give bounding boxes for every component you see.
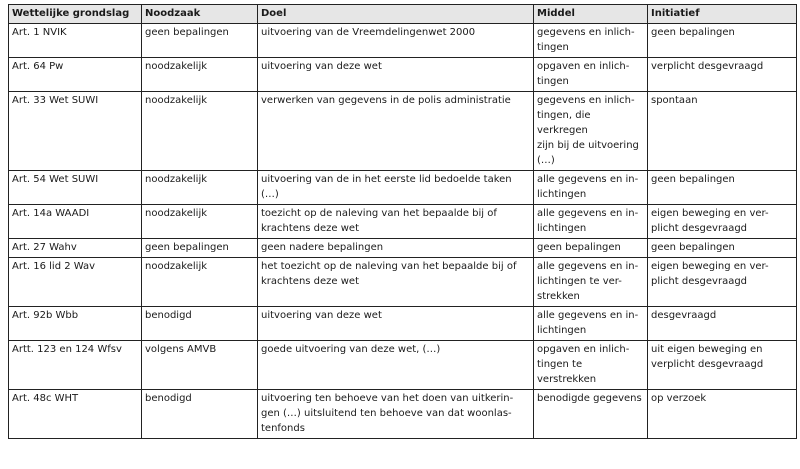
table-cell-wettelijke-grondslag: Art. 64 Pw [9,58,142,92]
header-cell-doel: Doel [258,5,534,24]
table-cell-doel: toezicht op de naleving van het bepaalde bij of krachtens deze wet [258,205,534,239]
table-cell-doel: uitvoering van deze wet [258,58,534,92]
table-cell-initiatief: verplicht desgevraagd [648,58,797,92]
table-cell-middel: opgaven en inlich- tingen [534,58,648,92]
table-cell-wettelijke-grondslag: Art. 92b Wbb [9,307,142,341]
table-cell-middel: alle gegevens en in- lichtingen [534,307,648,341]
table-row [9,341,797,390]
table-cell-middel: geen bepalingen [534,239,648,258]
table-cell-wettelijke-grondslag: Art. 1 NVIK [9,24,142,58]
table-cell-doel: uitvoering van de Vreemdelingenwet 2000 [258,24,534,58]
header-cell-middel: Middel [534,5,648,24]
table-cell-middel: opgaven en inlich- tingen te verstrekken [534,341,648,390]
table-cell-noodzaak: noodzakelijk [142,58,258,92]
table-cell-noodzaak: geen bepalingen [142,24,258,58]
table-cell-noodzaak: volgens AMVB [142,341,258,390]
table-row [9,205,797,239]
table-cell-doel: het toezicht op de naleving van het bepaalde bij of krachtens deze wet [258,258,534,307]
table-cell-doel: goede uitvoering van deze wet, (…) [258,341,534,390]
table-cell-doel: verwerken van gegevens in de polis administratie [258,92,534,171]
table-cell-initiatief: op verzoek [648,390,797,439]
table-cell-initiatief: geen bepalingen [648,24,797,58]
table-cell-wettelijke-grondslag: Art. 33 Wet SUWI [9,92,142,171]
table-cell-initiatief: desgevraagd [648,307,797,341]
table-row [9,92,797,171]
table-cell-noodzaak: noodzakelijk [142,205,258,239]
table-cell-initiatief: eigen beweging en ver- plicht desgevraagd [648,258,797,307]
table-row [9,307,797,341]
table-row [9,258,797,307]
table-cell-noodzaak: noodzakelijk [142,92,258,171]
table-cell-noodzaak: noodzakelijk [142,258,258,307]
table-cell-doel: geen nadere bepalingen [258,239,534,258]
table-cell-doel: uitvoering ten behoeve van het doen van uitkerin- gen (…) uitsluitend ten behoeve van dat woonlas- tenfonds [258,390,534,439]
table-cell-wettelijke-grondslag: Art. 27 Wahv [9,239,142,258]
table-cell-middel: alle gegevens en in- lichtingen te ver- strekken [534,258,648,307]
legal-basis-table [8,4,797,439]
table-row [9,239,797,258]
table-cell-wettelijke-grondslag: Artt. 123 en 124 Wfsv [9,341,142,390]
table-cell-initiatief: spontaan [648,92,797,171]
header-cell-initiatief: Initiatief [648,5,797,24]
table-cell-middel: alle gegevens en in- lichtingen [534,205,648,239]
table-cell-doel: uitvoering van deze wet [258,307,534,341]
table-cell-initiatief: geen bepalingen [648,171,797,205]
table-row [9,390,797,439]
table-row [9,58,797,92]
table-cell-wettelijke-grondslag: Art. 16 lid 2 Wav [9,258,142,307]
table-cell-wettelijke-grondslag: Art. 48c WHT [9,390,142,439]
table-cell-middel: gegevens en inlich- tingen [534,24,648,58]
header-row [9,5,797,24]
table-cell-middel: gegevens en inlich- tingen, die verkregen zijn bij de uitvoering (…) [534,92,648,171]
table-cell-noodzaak: geen bepalingen [142,239,258,258]
table-cell-wettelijke-grondslag: Art. 54 Wet SUWI [9,171,142,205]
table-row [9,171,797,205]
table-row [9,24,797,58]
table-cell-doel: uitvoering van de in het eerste lid bedoelde taken (…) [258,171,534,205]
table-cell-noodzaak: benodigd [142,390,258,439]
table-body [9,24,797,439]
table-cell-middel: alle gegevens en in- lichtingen [534,171,648,205]
table-cell-middel: benodigde gegevens [534,390,648,439]
table-cell-initiatief: eigen beweging en ver- plicht desgevraagd [648,205,797,239]
header-cell-noodzaak: Noodzaak [142,5,258,24]
table-cell-noodzaak: benodigd [142,307,258,341]
table-header [9,5,797,24]
table-cell-initiatief: uit eigen beweging en verplicht desgevraagd [648,341,797,390]
table-cell-noodzaak: noodzakelijk [142,171,258,205]
table-cell-wettelijke-grondslag: Art. 14a WAADI [9,205,142,239]
header-cell-wettelijke-grondslag: Wettelijke grondslag [9,5,142,24]
table-cell-initiatief: geen bepalingen [648,239,797,258]
